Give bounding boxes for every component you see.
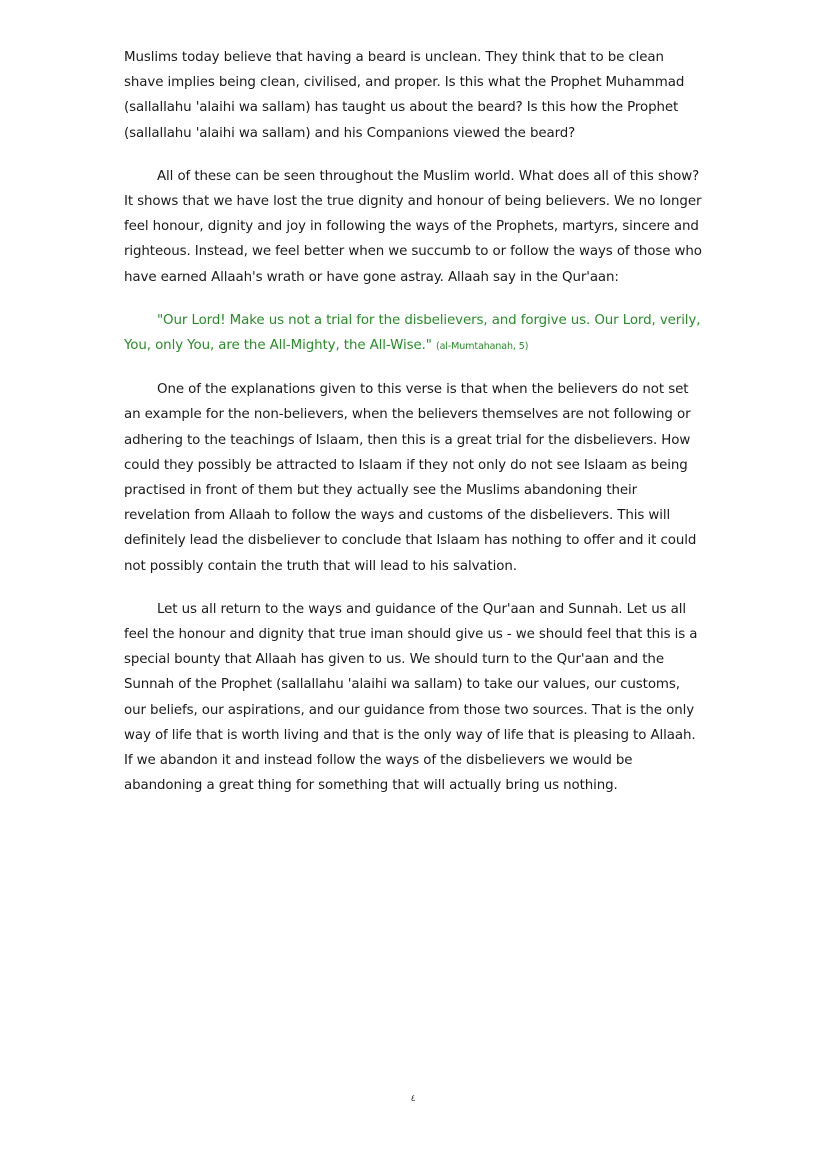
document-body xyxy=(124,45,702,816)
quran-quote xyxy=(124,308,702,359)
quote-reference: (al-Mumtahanah, 5) xyxy=(435,341,529,353)
page-number: ٤ xyxy=(410,1094,416,1104)
paragraph-dignity: All of these can be seen throughout the Muslim world. What does all of this show? It shows that we have lost the true dignity and honour of being believers. We no longer feel honour, dignity and joy in following the ways of the Prophets, martyrs, sincere and righteous. Instead, we feel better when we succumb to or follow the ways of those who have earned Allaah's wrath or have gone astray. Allaah say in the Qur'aan: xyxy=(124,168,702,285)
paragraph-conclusion: Let us all return to the ways and guidance of the Qur'aan and Sunnah. Let us all feel the honour and dignity that true iman should give us - we should feel that this is a special bounty that Allaah has given to us. We should turn to the Qur'aan and the Sunnah of the Prophet (sallallahu 'alaihi wa sallam) to take our values, our customs, our beliefs, our aspirations, and our guidance from those two sources. That is the only way of life that is worth living and that is the only way of life that is pleasing to Allaah. If we abandon it and instead follow the ways of the disbelievers we would be abandoning a great thing for something that will actually bring us nothing. xyxy=(124,601,698,794)
paragraph-explanation: One of the explanations given to this verse is that when the believers do not set an example for the non-believers, when the believers themselves are not following or adhering to the teachings of Islaam, then this is a great trial for the disbelievers. How could they possibly be attracted to Islaam if they not only do not see Islaam as being practised in front of them but they actually see the Muslims abandoning their revelation from Allaah to follow the ways and customs of the disbelievers. This will definitely lead the disbeliever to conclude that Islaam has nothing to offer and it could not possibly contain the truth that will lead to his salvation. xyxy=(124,382,697,574)
quote-text: "Our Lord! Make us not a trial for the disbelievers, and forgive us. Our Lord, verily, You, only You, are the All-Mighty, the All-Wise." xyxy=(124,312,701,354)
paragraph-intro: Muslims today believe that having a beard is unclean. They think that to be clean shave implies being clean, civilised, and proper. Is this what the Prophet Muhammad (sallallahu 'alaihi wa sallam) has taught us about the beard? Is this how the Prophet (sallallahu 'alaihi wa sallam) and his Companions viewed the beard? xyxy=(124,50,685,141)
